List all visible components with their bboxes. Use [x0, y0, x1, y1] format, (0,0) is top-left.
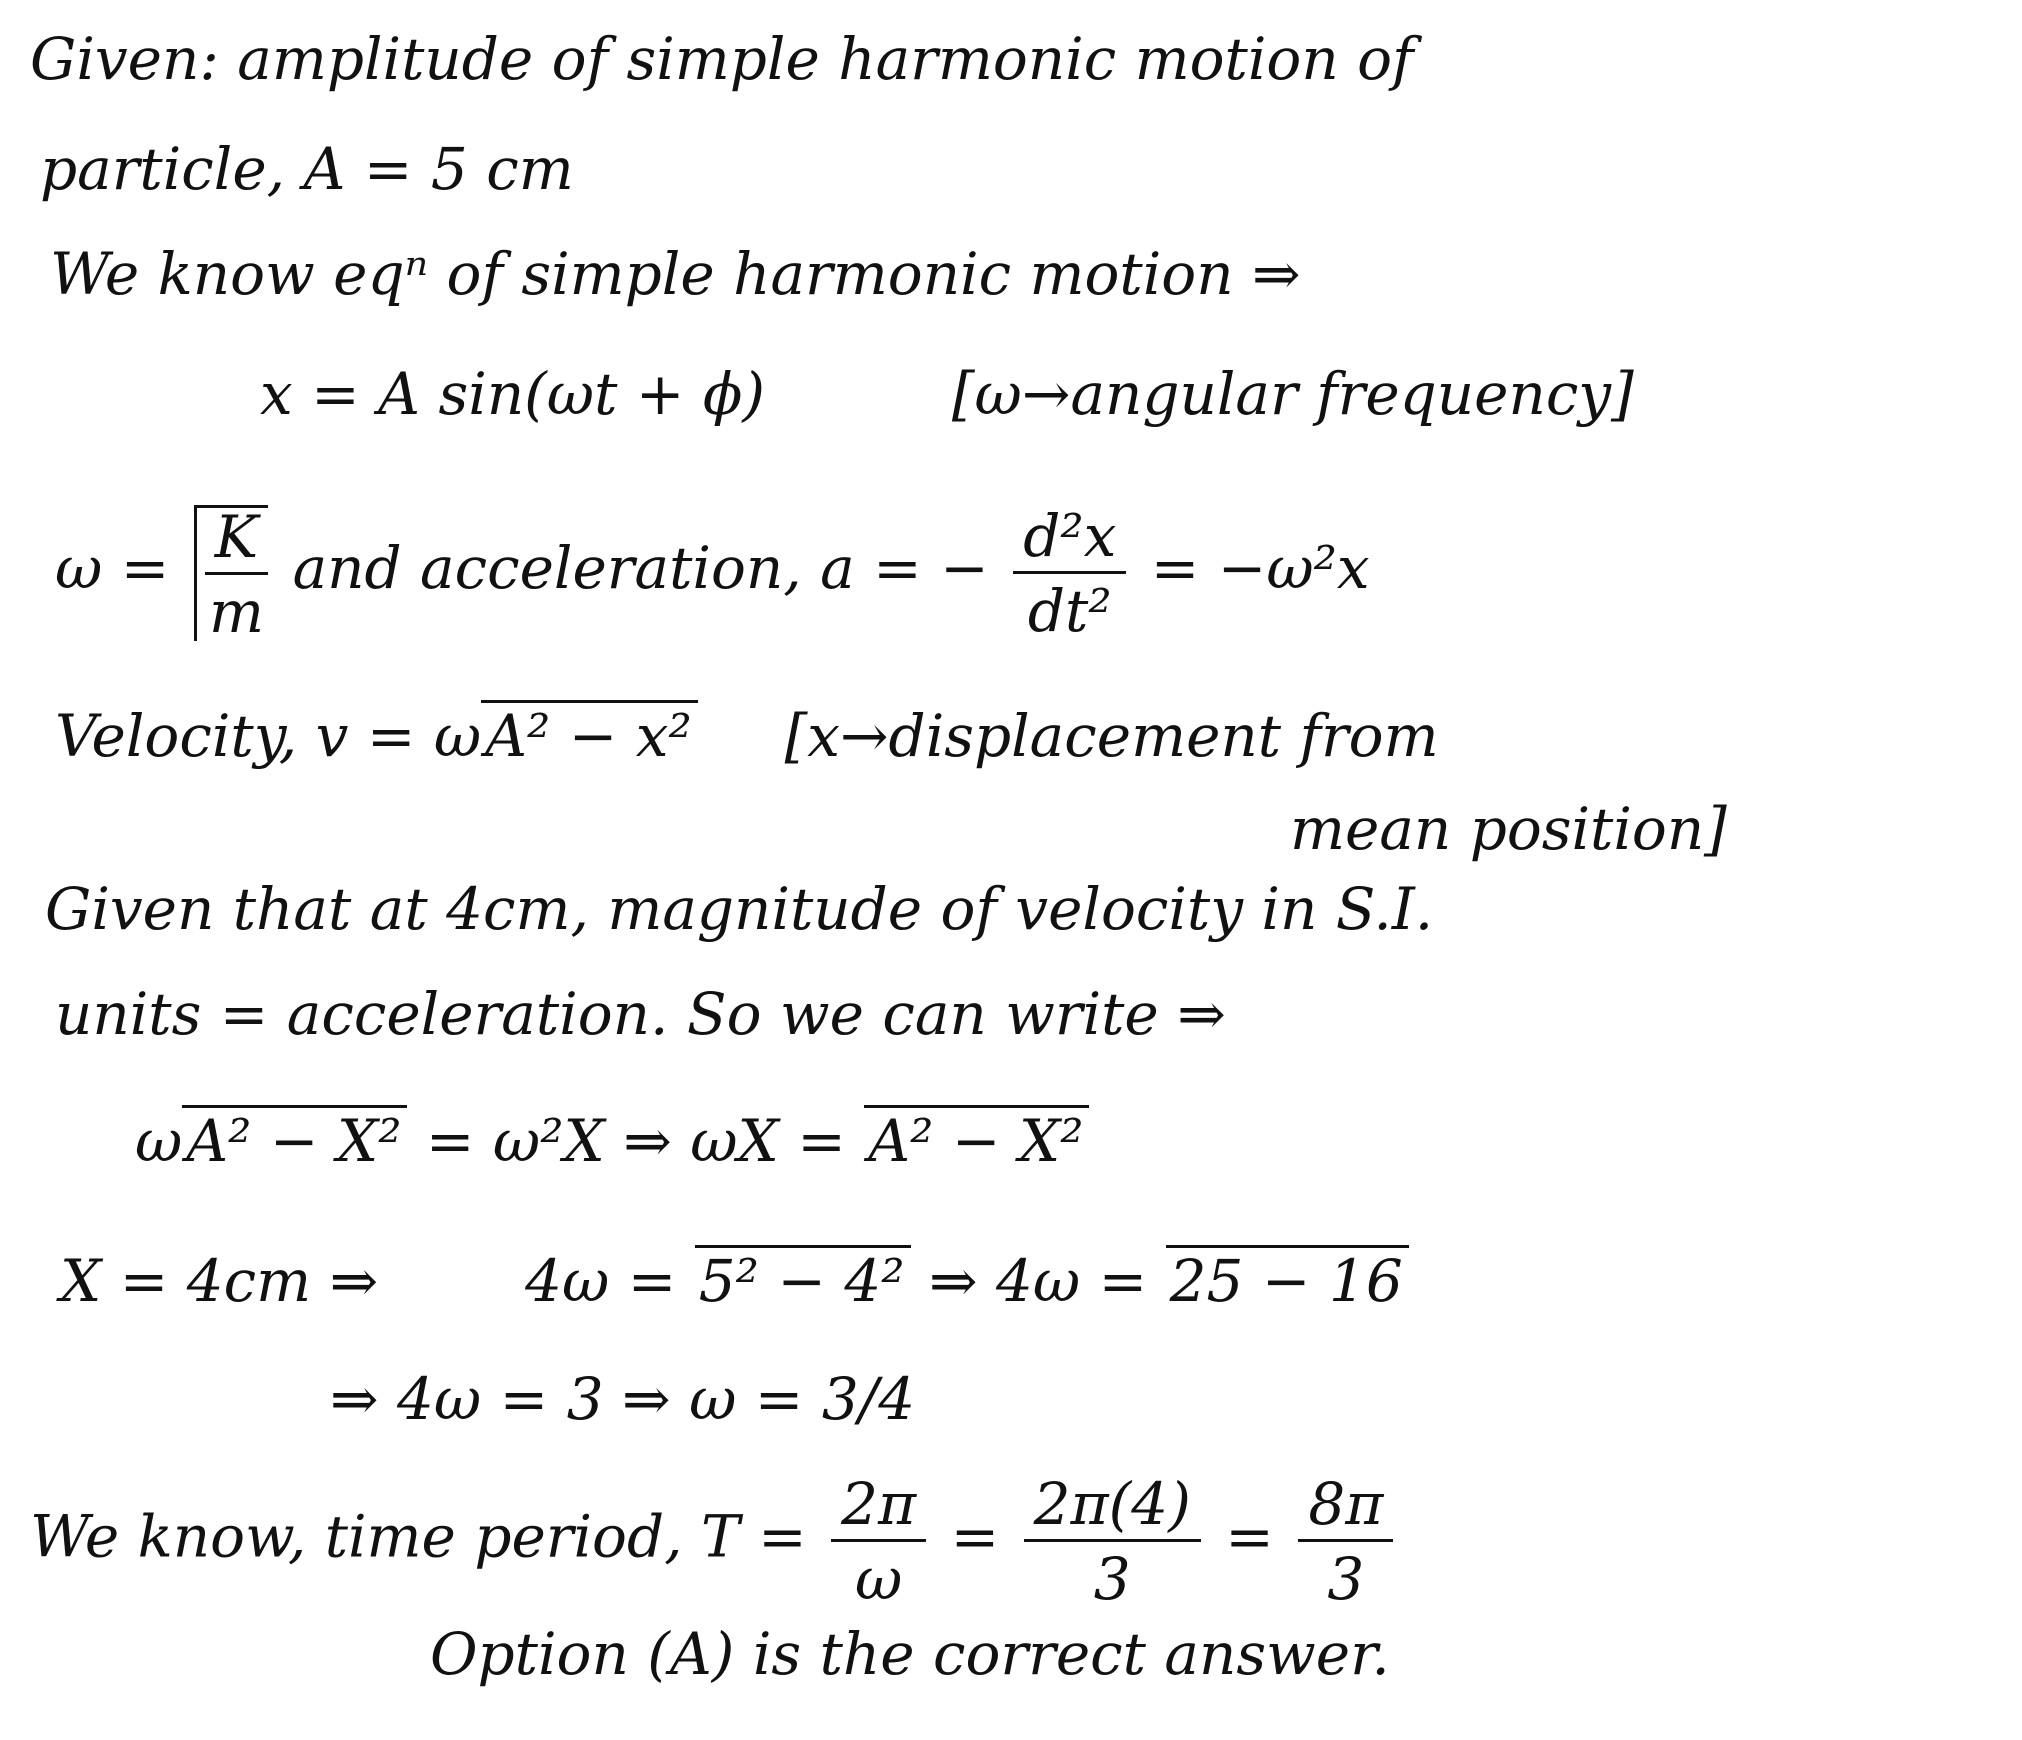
text-line-3 [50, 240, 1301, 308]
eight-pi-over-three-fraction [1298, 1470, 1393, 1613]
text-line-6 [55, 700, 1439, 770]
text-line-1 [30, 25, 1414, 93]
fraction-numerator: 8π [1298, 1475, 1393, 1542]
shm-equation-intro-text: We know eqⁿ of simple harmonic motion ⇒ [50, 240, 1301, 308]
k-over-m-fraction [194, 503, 268, 646]
fraction-denominator: ω [854, 1545, 903, 1613]
equation-middle: = ω²X ⇒ ωX = [425, 1107, 846, 1175]
fraction-numerator: K [205, 508, 268, 575]
equals-sign: = [1225, 1502, 1274, 1571]
text-line-12 [30, 1470, 1399, 1613]
two-pi-four-over-three-fraction [1024, 1470, 1201, 1613]
two-pi-over-omega-fraction [831, 1470, 926, 1613]
implies-four-omega: ⇒ 4ω = [928, 1247, 1148, 1315]
acceleration-result: = −ω²x [1150, 534, 1370, 603]
sqrt-5sq-4sq: 5² − 4² [695, 1245, 911, 1310]
fraction-numerator: 2π [831, 1475, 926, 1542]
fraction-denominator: 3 [1327, 1545, 1365, 1613]
sqrt-expression-2: A² − X² [864, 1105, 1089, 1170]
velocity-sqrt: A² − x² [481, 700, 698, 765]
answer-text: Option (A) is the correct answer. [430, 1620, 1390, 1688]
text-line-2 [40, 135, 574, 203]
fraction-denominator: dt² [1027, 576, 1112, 645]
text-line-4 [260, 360, 1634, 428]
time-period-text: We know, time period, T = [30, 1502, 807, 1571]
angular-frequency-note: [ω→angular frequency] [951, 360, 1634, 428]
second-derivative-fraction [1013, 501, 1126, 645]
omega-label: ω = [55, 534, 170, 603]
displacement-note: [x→displacement from [784, 702, 1439, 770]
text-line-11 [330, 1365, 916, 1433]
fraction-denominator: m [208, 578, 264, 646]
shm-equation: x = A sin(ωt + ϕ) [260, 360, 766, 428]
sqrt-25-16: 25 − 16 [1166, 1245, 1409, 1310]
text-line-7 [45, 875, 1434, 943]
velocity-label: Velocity, v = ω [55, 702, 482, 770]
fraction-denominator: 3 [1093, 1545, 1131, 1613]
text-line-6b [1290, 795, 1727, 863]
acceleration-text: and acceleration, a = − [292, 534, 989, 603]
given-velocity-text: Given that at 4cm, magnitude of velocity in S.I. [45, 875, 1434, 943]
omega-result-text: ⇒ 4ω = 3 ⇒ ω = 3/4 [330, 1365, 916, 1433]
text-line-10 [60, 1245, 1409, 1315]
text-line-5 [55, 501, 1370, 646]
four-omega-text: 4ω = [525, 1247, 677, 1315]
equals-sign: = [950, 1502, 1000, 1571]
mean-position-note: mean position] [1290, 795, 1727, 863]
amplitude-value-text: particle, A = 5 cm [40, 135, 574, 203]
fraction-numerator: d²x [1013, 507, 1126, 574]
x-value-text: X = 4cm ⇒ [60, 1247, 379, 1315]
fraction-numerator: 2π(4) [1024, 1475, 1201, 1542]
text-line-9 [135, 1105, 1089, 1175]
omega-symbol: ω [135, 1107, 183, 1175]
text-line-8 [55, 980, 1226, 1048]
sqrt-expression-1: A² − X² [182, 1105, 407, 1170]
units-acceleration-text: units = acceleration. So we can write ⇒ [55, 980, 1226, 1048]
text-line-13 [430, 1620, 1390, 1688]
given-amplitude-text: Given: amplitude of simple harmonic motion of [30, 25, 1414, 93]
